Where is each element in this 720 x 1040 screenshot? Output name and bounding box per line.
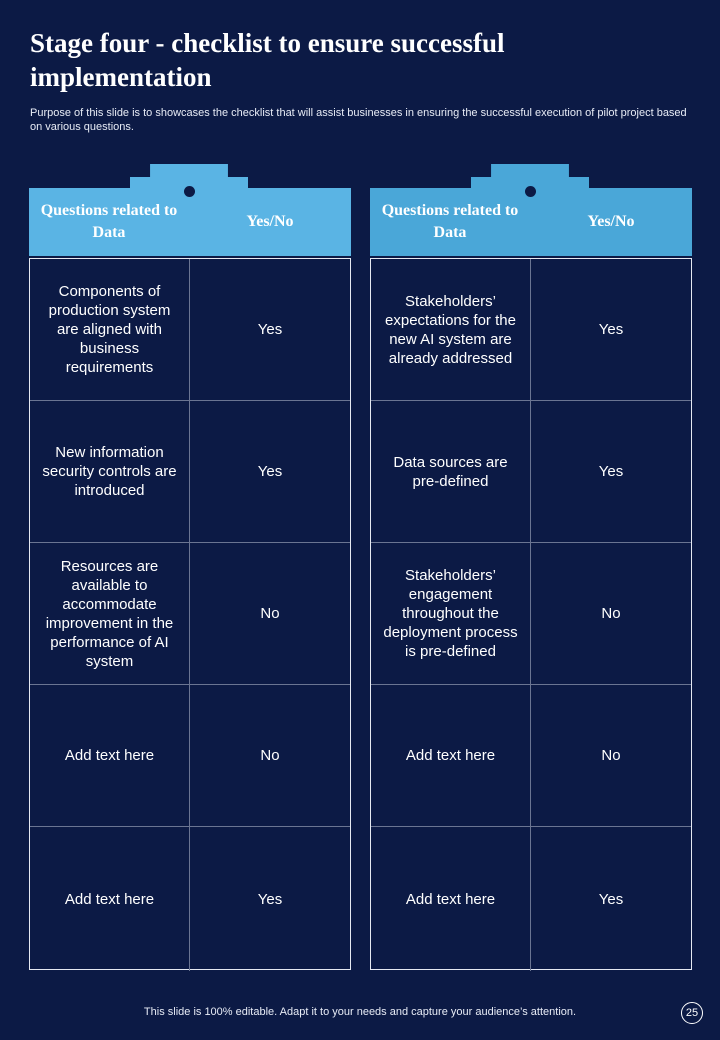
question-cell: Add text here — [30, 827, 190, 971]
table-body — [370, 258, 692, 970]
question-cell: Add text here — [371, 685, 531, 826]
answer-cell: Yes — [257, 321, 283, 338]
table-row — [371, 543, 691, 685]
table-row — [371, 685, 691, 827]
answer-cell: Yes — [598, 463, 624, 480]
header-yes-no: Yes/No — [246, 213, 294, 230]
question-cell: Add text here — [371, 827, 531, 971]
table-row — [371, 827, 691, 971]
table-row — [371, 259, 691, 401]
question-cell: New information security controls are introduced — [30, 401, 190, 542]
question-cell: Stakeholders’ engagement throughout the deployment process is pre-defined — [371, 543, 531, 684]
table-row — [371, 401, 691, 543]
table-body — [29, 258, 351, 970]
page-title: Stage four - checklist to ensure successful implementation — [30, 28, 505, 92]
answer-cell: Yes — [257, 890, 283, 908]
clipboard-hole-icon — [525, 186, 536, 197]
header-questions: Questions related to Data — [40, 202, 178, 241]
answer-cell: No — [260, 747, 280, 764]
table-row — [30, 543, 350, 685]
table-header — [370, 188, 692, 256]
table-header — [29, 188, 351, 256]
table-row — [30, 401, 350, 543]
page-subtitle: Purpose of this slide is to showcases the checklist that will assist businesses in ensuring the successful execution of pilot project based on various questions. — [30, 107, 687, 133]
answer-cell: No — [601, 747, 621, 764]
table-row — [30, 259, 350, 401]
answer-cell: No — [601, 605, 621, 622]
question-cell: Resources are available to accommodate improvement in the performance of AI system — [30, 543, 190, 684]
header-questions: Questions related to Data — [381, 202, 519, 241]
question-cell: Components of production system are aligned with business requirements — [30, 259, 190, 400]
question-cell: Stakeholders’ expectations for the new AI system are already addressed — [371, 259, 531, 400]
table-row — [30, 827, 350, 971]
table-row — [30, 685, 350, 827]
clipboard-hole-icon — [184, 186, 195, 197]
question-cell: Data sources are pre-defined — [371, 401, 531, 542]
footer-note: This slide is 100% editable. Adapt it to your needs and capture your audience’s attention. — [143, 1006, 577, 1018]
header-yes-no: Yes/No — [587, 213, 635, 230]
question-cell: Add text here — [30, 685, 190, 826]
answer-cell: Yes — [257, 463, 283, 480]
answer-cell: Yes — [598, 890, 624, 908]
answer-cell: Yes — [598, 321, 624, 338]
page-number: 25 — [681, 1002, 703, 1024]
answer-cell: No — [260, 605, 280, 622]
